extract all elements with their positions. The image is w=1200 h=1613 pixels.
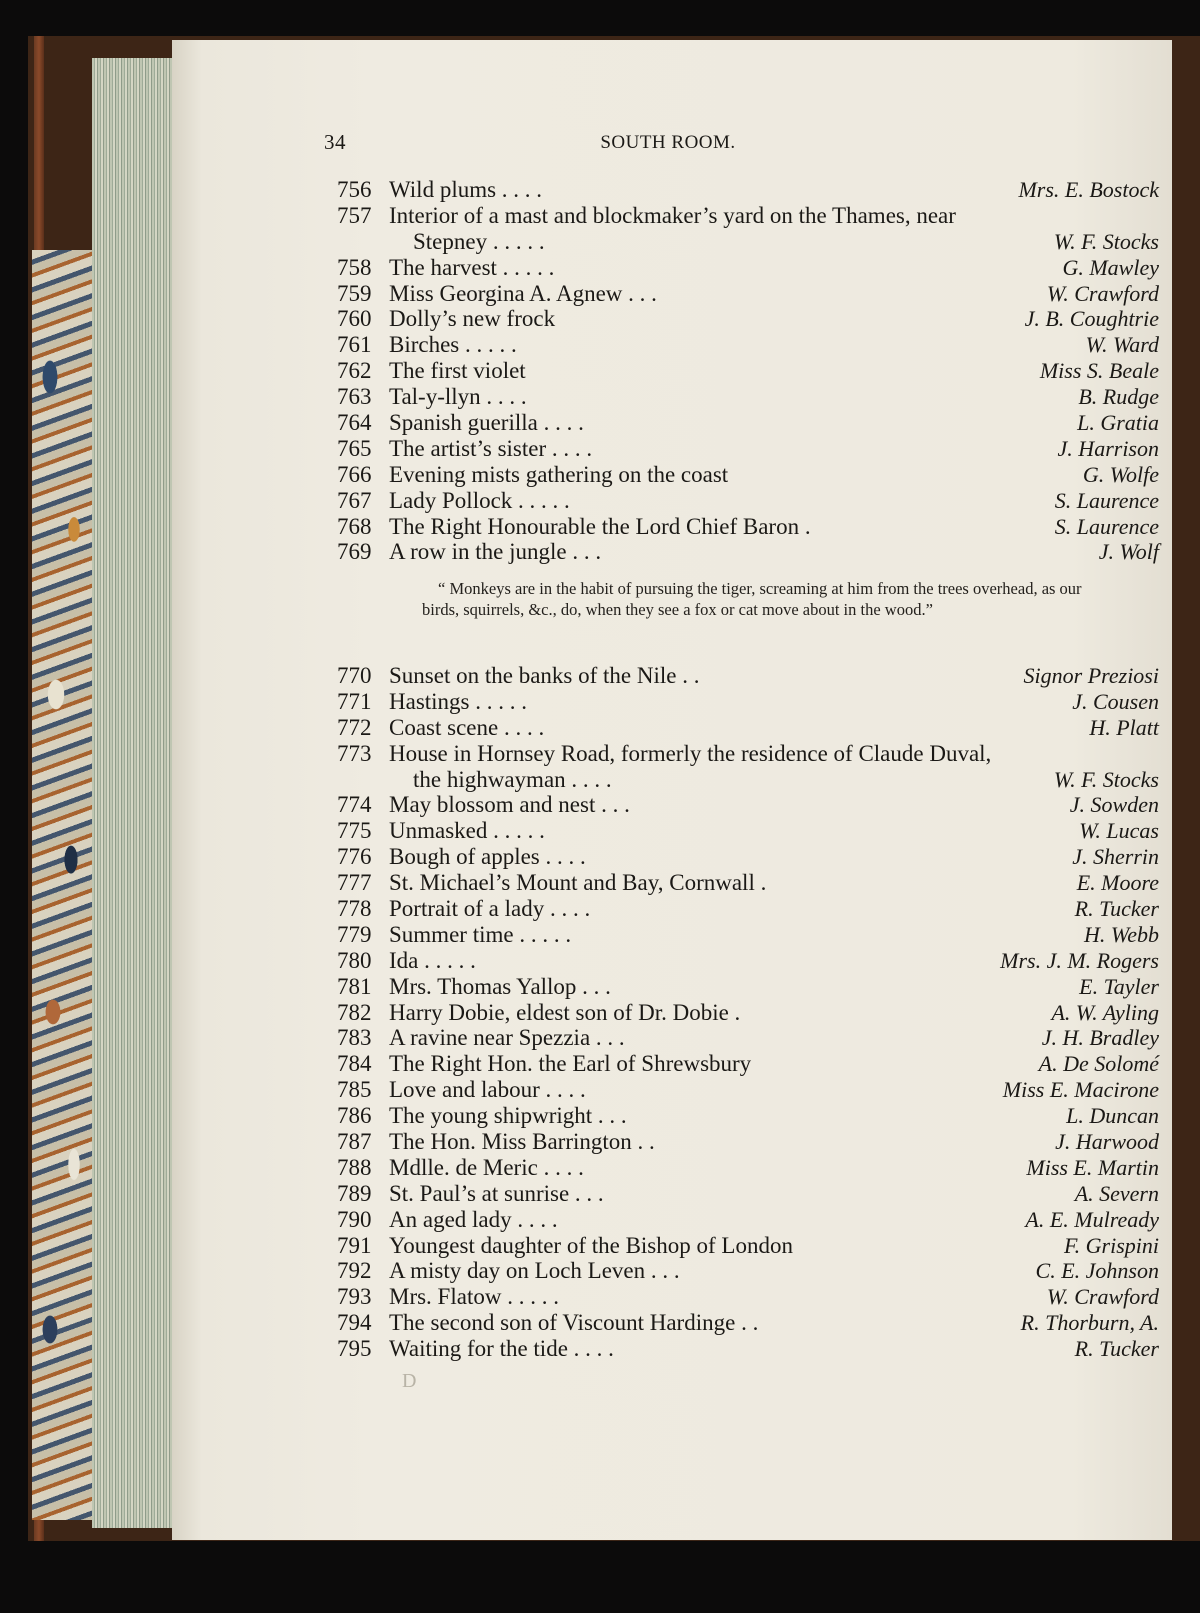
entry-number: 792 — [337, 1258, 372, 1284]
entry-title: Mrs. Flatow . . . . . — [389, 1284, 559, 1310]
catalogue-entry — [337, 488, 1167, 514]
entry-artist: A. E. Mulready — [1025, 1206, 1159, 1232]
entry-number: 761 — [337, 332, 372, 358]
entry-number: 767 — [337, 487, 372, 513]
entry-title: The young shipwright . . . — [389, 1103, 627, 1129]
entry-title: Summer time . . . . . — [389, 921, 572, 947]
entry-artist: E. Tayler — [1079, 973, 1159, 999]
entry-title: The Right Hon. the Earl of Shrewsbury — [389, 1051, 752, 1077]
entry-number: 779 — [337, 921, 372, 947]
entry-number: 763 — [337, 384, 372, 410]
catalogue-entry — [337, 255, 1167, 281]
catalogue-entry — [337, 896, 1167, 922]
entry-number: 776 — [337, 844, 372, 870]
entry-artist: J. Harwood — [1055, 1129, 1159, 1155]
entry-title: Coast scene . . . . — [389, 714, 545, 740]
entry-title: Interior of a mast and blockmaker’s yard on the Thames, near — [389, 202, 956, 228]
entry-artist: Miss E. Macirone — [1002, 1077, 1159, 1103]
entry-number: 766 — [337, 461, 372, 487]
catalogue-entry — [337, 767, 1167, 793]
entry-artist: L. Duncan — [1066, 1103, 1159, 1129]
catalogue-entry — [337, 870, 1167, 896]
entry-title: The second son of Viscount Hardinge . . — [389, 1310, 759, 1336]
entry-number: 768 — [337, 513, 372, 539]
entry-number: 778 — [337, 896, 372, 922]
entry-artist: J. Harrison — [1057, 435, 1159, 461]
entry-number: 795 — [337, 1336, 372, 1362]
entry-number: 770 — [337, 663, 372, 688]
catalogue-page — [172, 40, 1172, 1540]
entry-number: 775 — [337, 818, 372, 844]
entry-title: The Hon. Miss Barrington . . — [389, 1129, 655, 1155]
entry-artist: W. F. Stocks — [1053, 766, 1159, 792]
entry-artist: A. Severn — [1074, 1180, 1159, 1206]
entry-title: Wild plums . . . . — [389, 177, 543, 202]
entry-artist: Miss E. Martin — [1026, 1154, 1159, 1180]
catalogue-entry — [337, 1284, 1167, 1310]
catalogue-entry — [337, 177, 1167, 203]
entry-title: Harry Dobie, eldest son of Dr. Dobie . — [389, 999, 741, 1025]
entry-artist: H. Platt — [1089, 714, 1159, 740]
entry-number: 790 — [337, 1206, 372, 1232]
entry-artist: F. Grispini — [1064, 1232, 1159, 1258]
entry-title: Waiting for the tide . . . . — [389, 1336, 614, 1362]
entry-title: Sunset on the banks of the Nile . . — [389, 663, 700, 688]
entry-title: Youngest daughter of the Bishop of London — [389, 1232, 793, 1258]
entry-title: Spanish guerilla . . . . — [389, 410, 584, 436]
catalogue-entry — [337, 410, 1167, 436]
entry-number: 765 — [337, 435, 372, 461]
catalogue-entry — [337, 1258, 1167, 1284]
entry-artist: B. Rudge — [1078, 384, 1159, 410]
catalogue-entry — [337, 281, 1167, 307]
catalogue-entry — [337, 1000, 1167, 1026]
catalogue-entry — [337, 229, 1167, 255]
entry-number: 787 — [337, 1129, 372, 1155]
entry-number: 781 — [337, 973, 372, 999]
entry-title: the highwayman . . . . — [413, 766, 612, 792]
entry-number: 785 — [337, 1077, 372, 1103]
entry-title: Portrait of a lady . . . . — [389, 896, 591, 922]
catalogue-entry — [337, 203, 1167, 229]
entry-artist: C. E. Johnson — [1035, 1258, 1159, 1284]
catalogue-entry — [337, 715, 1167, 741]
entry-title: The harvest . . . . . — [389, 254, 555, 280]
catalogue-entry — [337, 844, 1167, 870]
catalogue-entry — [337, 1310, 1167, 1336]
entry-number: 780 — [337, 947, 372, 973]
entry-artist: G. Wolfe — [1082, 461, 1159, 487]
entry-number: 788 — [337, 1154, 372, 1180]
catalogue-entry — [337, 358, 1167, 384]
entry-number: 777 — [337, 870, 372, 896]
entry-artist: J. H. Bradley — [1041, 1025, 1159, 1051]
entry-title: The artist’s sister . . . . — [389, 435, 593, 461]
entry-artist: H. Webb — [1084, 921, 1159, 947]
entry-number: 762 — [337, 358, 372, 384]
entry-artist: R. Thorburn, A. — [1020, 1310, 1159, 1336]
entry-list-top — [337, 177, 1167, 565]
entry-artist: Mrs. E. Bostock — [1018, 177, 1159, 202]
entry-title: Miss Georgina A. Agnew . . . — [389, 280, 657, 306]
entry-number: 760 — [337, 306, 372, 332]
quotation: “ Monkeys are in the habit of pursuing the tiger, screaming at him from the trees overhead, as our birds, squirrels, &c., do, when they see a fox or cat move about in the wood.” — [422, 579, 1082, 619]
entry-title: Tal-y-llyn . . . . — [389, 384, 527, 410]
entry-title: Dolly’s new frock — [389, 306, 556, 332]
entry-number: 774 — [337, 792, 372, 818]
entry-title: Mrs. Thomas Yallop . . . — [389, 973, 611, 999]
catalogue-entry — [337, 539, 1167, 565]
entry-artist: A. De Solomé — [1038, 1051, 1159, 1077]
entry-number: 794 — [337, 1310, 372, 1336]
entry-title: Evening mists gathering on the coast — [389, 461, 729, 487]
entry-title: Unmasked . . . . . — [389, 818, 545, 844]
catalogue-entry — [337, 922, 1167, 948]
signature-mark: D — [402, 1370, 417, 1392]
entry-number: 759 — [337, 280, 372, 306]
entry-artist: J. Sowden — [1069, 792, 1159, 818]
entry-number: 789 — [337, 1180, 372, 1206]
entry-artist: W. Crawford — [1046, 1284, 1159, 1310]
entry-title: House in Hornsey Road, formerly the residence of Claude Duval, — [389, 740, 992, 766]
entry-number: 782 — [337, 999, 372, 1025]
catalogue-entry — [337, 1233, 1167, 1259]
entry-artist: Signor Preziosi — [1023, 663, 1159, 688]
entry-artist: J. Sherrin — [1072, 844, 1159, 870]
catalogue-entry — [337, 332, 1167, 358]
entry-title: Hastings . . . . . — [389, 688, 527, 714]
catalogue-entry — [337, 741, 1167, 767]
entry-title: A misty day on Loch Leven . . . — [389, 1258, 680, 1284]
entry-artist: W. F. Stocks — [1053, 228, 1159, 254]
entry-title: Bough of apples . . . . — [389, 844, 586, 870]
catalogue-entry — [337, 1207, 1167, 1233]
entry-artist: S. Laurence — [1054, 487, 1159, 513]
entry-title: Stepney . . . . . — [413, 228, 545, 254]
entry-number: 769 — [337, 539, 372, 565]
catalogue-entry — [337, 663, 1167, 689]
entry-list-bottom — [337, 663, 1167, 1362]
entry-number: 773 — [337, 740, 372, 766]
entry-number: 758 — [337, 254, 372, 280]
catalogue-entry — [337, 1077, 1167, 1103]
catalogue-entry — [337, 1103, 1167, 1129]
catalogue-entry — [337, 792, 1167, 818]
entry-number: 783 — [337, 1025, 372, 1051]
entry-number: 771 — [337, 688, 372, 714]
catalogue-entry — [337, 1025, 1167, 1051]
catalogue-entry — [337, 689, 1167, 715]
entry-artist: W. Ward — [1085, 332, 1159, 358]
entry-number: 772 — [337, 714, 372, 740]
running-title: SOUTH ROOM. — [600, 132, 736, 153]
entry-artist: Mrs. J. M. Rogers — [1000, 947, 1159, 973]
catalogue-entry — [337, 1129, 1167, 1155]
entry-title: St. Michael’s Mount and Bay, Cornwall . — [389, 870, 767, 896]
entry-title: A row in the jungle . . . — [389, 539, 602, 565]
entry-artist: J. Cousen — [1072, 688, 1159, 714]
entry-title: The Right Honourable the Lord Chief Baron . — [389, 513, 811, 539]
catalogue-entry — [337, 1336, 1167, 1362]
entry-artist: A. W. Ayling — [1051, 999, 1159, 1025]
catalogue-entry — [337, 1155, 1167, 1181]
catalogue-entry — [337, 1051, 1167, 1077]
entry-number: 757 — [337, 202, 372, 228]
entry-number: 756 — [337, 177, 372, 202]
entry-artist: G. Mawley — [1062, 254, 1159, 280]
entry-artist: W. Lucas — [1079, 818, 1159, 844]
entry-number: 764 — [337, 410, 372, 436]
entry-title: Ida . . . . . — [389, 947, 476, 973]
catalogue-entry — [337, 384, 1167, 410]
catalogue-entry — [337, 1181, 1167, 1207]
catalogue-entry — [337, 514, 1167, 540]
catalogue-entry — [337, 436, 1167, 462]
entry-title: Mdlle. de Meric . . . . — [389, 1154, 584, 1180]
entry-title: A ravine near Spezzia . . . — [389, 1025, 625, 1051]
entry-number: 791 — [337, 1232, 372, 1258]
catalogue-entry — [337, 306, 1167, 332]
entry-title: Birches . . . . . — [389, 332, 517, 358]
entry-artist: Miss S. Beale — [1039, 358, 1159, 384]
page-block-edge — [92, 58, 174, 1528]
entry-number: 786 — [337, 1103, 372, 1129]
entry-title: Love and labour . . . . — [389, 1077, 586, 1103]
entry-artist: J. B. Coughtrie — [1024, 306, 1159, 332]
entry-title: The first violet — [389, 358, 526, 384]
entry-artist: S. Laurence — [1054, 513, 1159, 539]
entry-artist: J. Wolf — [1098, 539, 1159, 565]
entry-artist: E. Moore — [1076, 870, 1159, 896]
entry-artist: R. Tucker — [1074, 1336, 1159, 1362]
marbled-endpaper — [32, 250, 92, 1520]
catalogue-entry — [337, 818, 1167, 844]
page-number: 34 — [324, 130, 346, 154]
entry-title: St. Paul’s at sunrise . . . — [389, 1180, 604, 1206]
entry-number: 793 — [337, 1284, 372, 1310]
catalogue-entry — [337, 974, 1167, 1000]
entry-title: May blossom and nest . . . — [389, 792, 630, 818]
entry-artist: R. Tucker — [1074, 896, 1159, 922]
entry-artist: L. Gratia — [1077, 410, 1159, 436]
entry-title: Lady Pollock . . . . . — [389, 487, 570, 513]
catalogue-entry — [337, 462, 1167, 488]
entry-title: An aged lady . . . . — [389, 1206, 558, 1232]
entry-number: 784 — [337, 1051, 372, 1077]
entry-artist: W. Crawford — [1046, 280, 1159, 306]
catalogue-entry — [337, 948, 1167, 974]
